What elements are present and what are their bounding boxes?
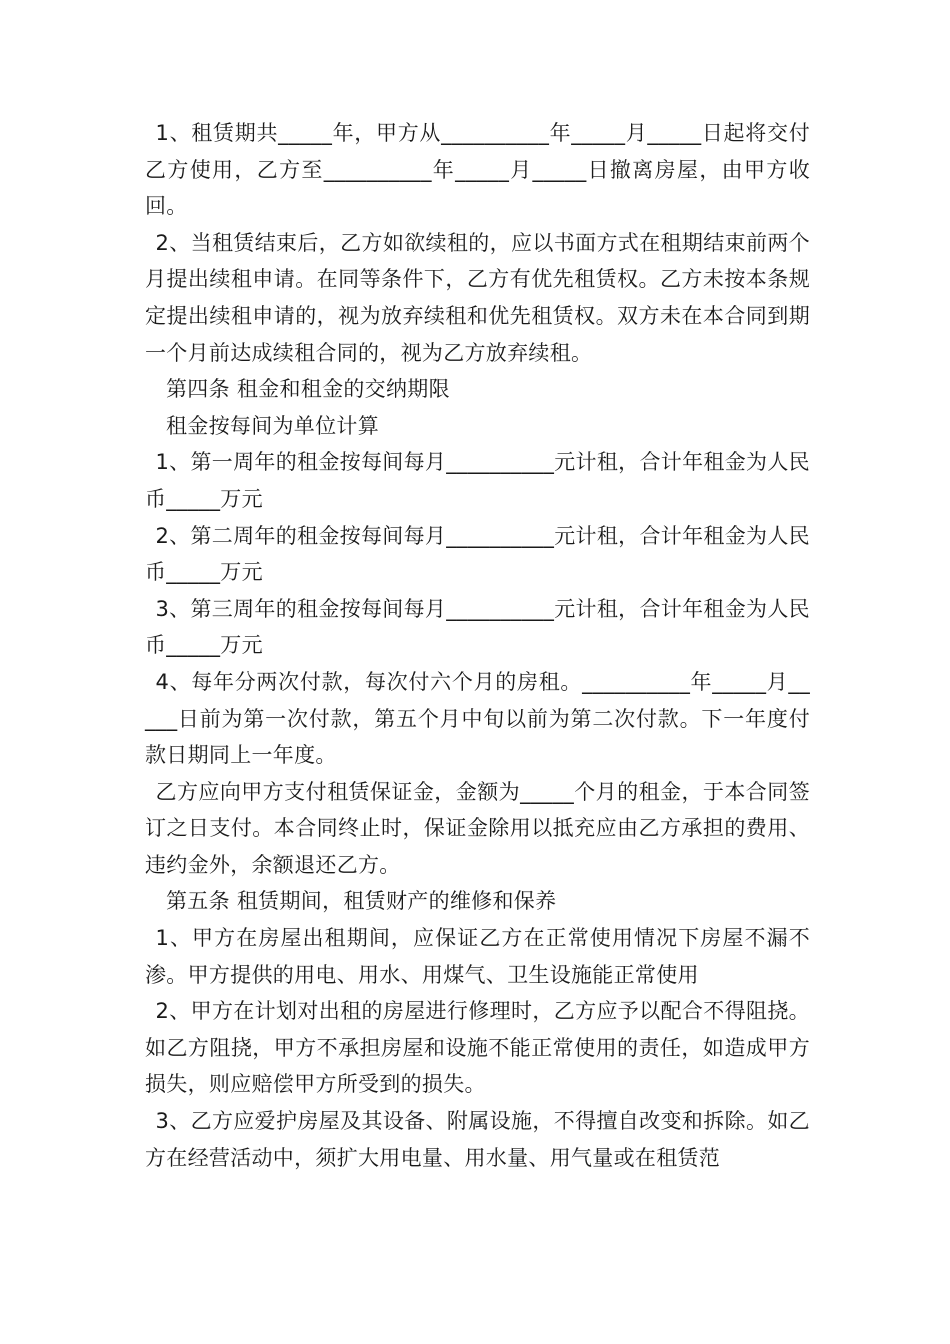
heading-article-5: 第五条 租赁期间，租赁财产的维修和保养: [166, 889, 557, 914]
paragraph-renewal: 2、当租赁结束后，乙方如欲续租的，应以书面方式在租期结束前两个月提出续租申请。在同等条件下，乙方有优先租赁权。乙方未按本条规定提出续租申请的，视为放弃续租和优先租赁权。双方未在本合同到期一个月前达成续租合同的，视为乙方放弃续租。: [145, 230, 810, 365]
paragraph-maintenance-3: 3、乙方应爱护房屋及其设备、附属设施，不得擅自改变和拆除。如乙方在经营活动中，须扩大用电量、用水量、用气量或在租赁范: [145, 1109, 810, 1170]
paragraph-lease-term: 1、租赁期共_____年，甲方从__________年_____月_____日起将交付乙方使用，乙方至__________年_____月_____日撤离房屋，由甲方收回。: [145, 121, 810, 219]
paragraph-deposit: 乙方应向甲方支付租赁保证金，金额为_____个月的租金，于本合同签订之日支付。本合同终止时，保证金除用以抵充应由乙方承担的费用、违约金外，余额退还乙方。: [145, 779, 810, 877]
paragraph-maintenance-2: 2、甲方在计划对出租的房屋进行修理时，乙方应予以配合不得阻挠。如乙方阻挠，甲方不承担房屋和设施不能正常使用的责任，如造成甲方损失，则应赔偿甲方所受到的损失。: [145, 999, 810, 1097]
paragraph-rent-year-3: 3、第三周年的租金按每间每月__________元计租，合计年租金为人民币_____万元: [145, 596, 810, 658]
paragraph-rent-unit: 租金按每间为单位计算: [166, 413, 379, 438]
heading-article-4: 第四条 租金和租金的交纳期限: [166, 377, 450, 402]
document-body: [145, 115, 810, 1176]
paragraph-maintenance-1: 1、甲方在房屋出租期间，应保证乙方在正常使用情况下房屋不漏不渗。甲方提供的用电、用水、用煤气、卫生设施能正常使用: [145, 926, 810, 987]
paragraph-payment-schedule: 4、每年分两次付款，每次付六个月的房租。__________年_____月_____日前为第一次付款，第五个月中旬以前为第二次付款。下一年度付款日期同上一年度。: [145, 669, 810, 768]
paragraph-rent-year-1: 1、第一周年的租金按每间每月__________元计租，合计年租金为人民币_____万元: [145, 450, 810, 511]
paragraph-rent-year-2: 2、第二周年的租金按每间每月__________元计租，合计年租金为人民币_____万元: [145, 523, 810, 585]
